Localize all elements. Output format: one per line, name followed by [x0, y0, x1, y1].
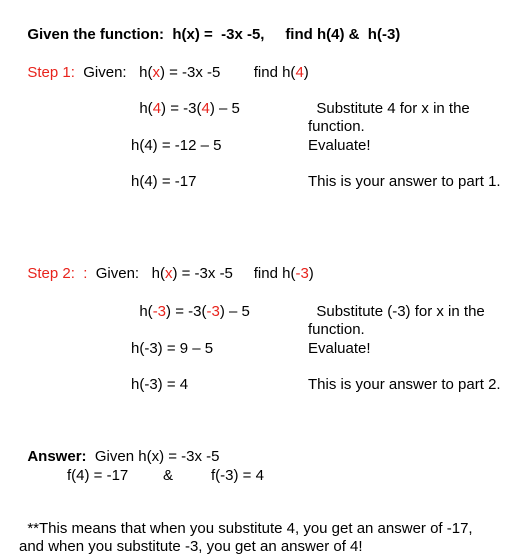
title-lead: Given the function: [27, 26, 165, 43]
answer-f4: f(4) = -17 [67, 467, 129, 484]
step2-label: Step 2: [27, 265, 75, 282]
step1-row3-note: This is your answer to part 1. [308, 173, 501, 190]
answer-header [19, 430, 220, 466]
step2-row2-note: Evaluate! [308, 340, 371, 357]
title-function: h(x) = -3x -5, [172, 26, 265, 43]
answer-given: Given h(x) = -3x -5 [94, 448, 220, 465]
step2-row1-equation: h(-3) = -3(-3) – 5 [139, 303, 250, 320]
step1-row1-note: Substitute 4 for x in the function. [308, 100, 470, 135]
step2-given-label: Given: [95, 265, 140, 282]
step1-row2-note: Evaluate! [308, 137, 371, 154]
step2-row2-equation: h(-3) = 9 – 5 [131, 340, 214, 357]
step2-header: Step 2: : Given: h(x) = -3x -5 find h(-3) [27, 265, 314, 282]
answer-label: Answer: [27, 448, 87, 465]
step1-row1-equation: h(4) = -3(4) – 5 [139, 100, 240, 117]
answer-ampersand: & [163, 467, 174, 484]
step2-row3-equation: h(-3) = 4 [131, 376, 189, 393]
page-title [19, 8, 400, 44]
step1-given-label: Given: [83, 64, 127, 81]
step1-row3-equation: h(4) = -17 [131, 173, 197, 190]
step2-row1-note: Substitute (-3) for x in the function. [308, 303, 485, 338]
step2-row3-note: This is your answer to part 2. [308, 376, 501, 393]
step1-header: Step 1: Given: h(x) = -3x -5 find h(4) [27, 64, 309, 81]
answer-explanation: **This means that when you substitute 4, you get an answer of -17, and when you substitute -3, you get an answer of 4! [19, 520, 473, 555]
step1-label: Step 1: [27, 64, 75, 81]
step1-row2-equation: h(4) = -12 – 5 [131, 137, 222, 154]
title-find: find h(4) & h(-3) [285, 26, 401, 43]
answer-fm3: f(-3) = 4 [211, 467, 264, 484]
